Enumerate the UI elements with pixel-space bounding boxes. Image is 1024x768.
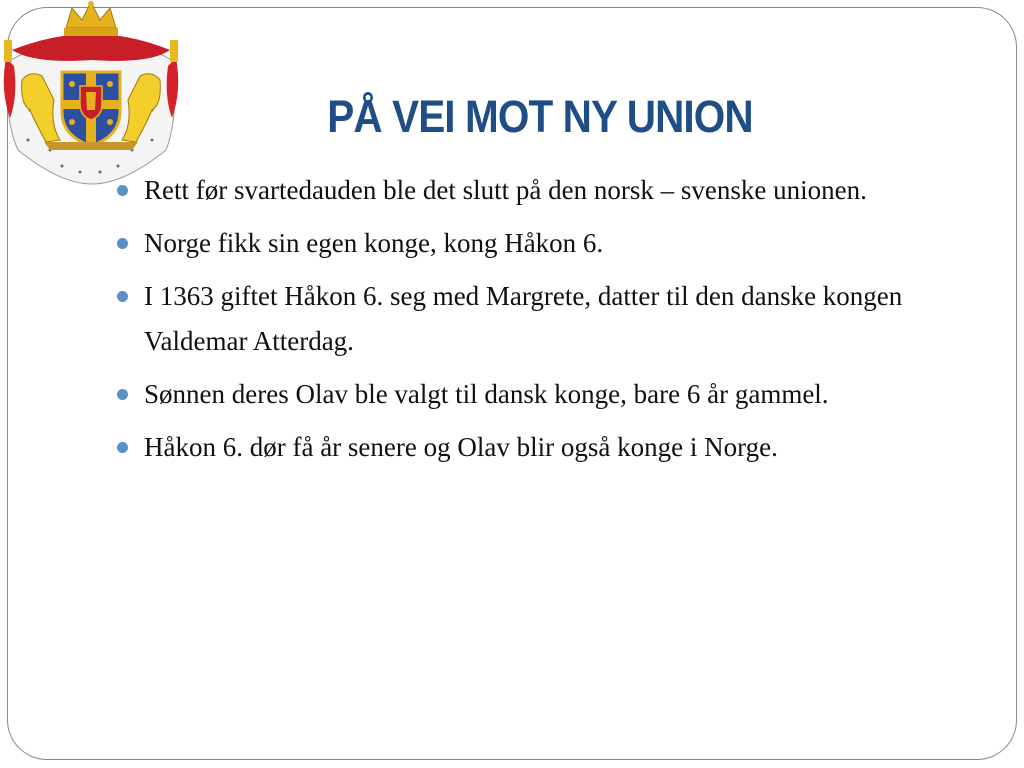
bullet-item [114, 372, 934, 417]
bullet-item [114, 221, 934, 266]
bullet-icon [117, 291, 128, 302]
bullet-text: Norge fikk sin egen konge, kong Håkon 6. [144, 228, 604, 258]
bullet-item [114, 168, 934, 213]
coat-of-arms-icon [0, 0, 182, 186]
bullet-icon [117, 238, 128, 249]
bullet-item [114, 425, 934, 470]
bullet-item [114, 274, 934, 364]
slide-title: PÅ VEI MOT NY UNION [327, 91, 753, 142]
bullet-icon [117, 389, 128, 400]
bullet-icon [117, 442, 128, 453]
bullet-text: I 1363 giftet Håkon 6. seg med Margrete, datter til den danske kongen Valdemar Atterdag. [144, 281, 903, 356]
bullet-text: Sønnen deres Olav ble valgt til dansk konge, bare 6 år gammel. [144, 379, 829, 409]
bullet-text: Håkon 6. dør få år senere og Olav blir også konge i Norge. [144, 432, 778, 462]
bullet-icon [117, 185, 128, 196]
bullet-list [114, 168, 934, 478]
bullet-text: Rett før svartedauden ble det slutt på den norsk – svenske unionen. [144, 175, 867, 205]
